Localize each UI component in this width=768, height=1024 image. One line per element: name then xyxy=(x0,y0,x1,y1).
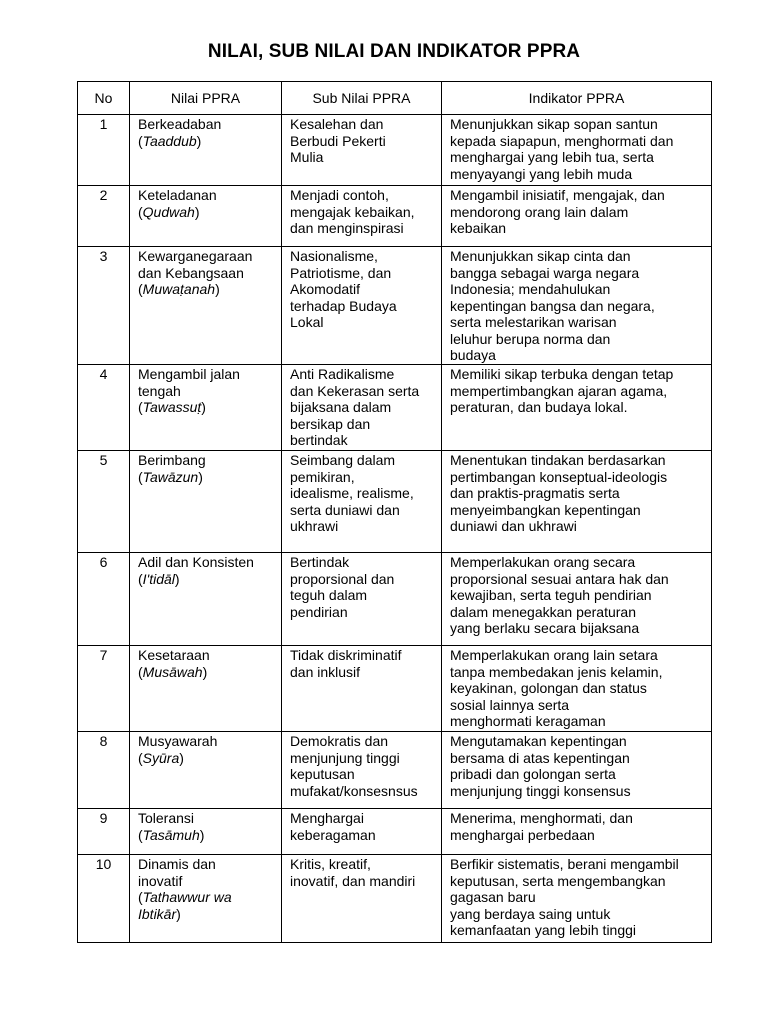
table-row xyxy=(78,247,712,365)
cell-indikator-line: yang berdaya saing untuk xyxy=(450,905,611,922)
cell-indikator xyxy=(442,115,712,186)
cell-sub-nilai-line: Lokal xyxy=(290,314,324,330)
cell-nilai xyxy=(130,365,282,451)
cell-nilai xyxy=(130,186,282,247)
cell-sub-nilai xyxy=(282,451,442,553)
paren-open: ( xyxy=(138,132,143,149)
cell-sub-nilai-line: inovatif, dan mandiri xyxy=(290,872,416,889)
arabic-term: Tawassuṭ xyxy=(142,399,202,415)
cell-sub-nilai-line: menjunjung tinggi xyxy=(290,749,400,766)
cell-sub-nilai-line: keputusan xyxy=(290,766,355,782)
cell-nilai xyxy=(130,247,282,365)
cell-nilai-arabic-term xyxy=(138,889,275,906)
cell-sub-nilai-line: terhadap Budaya xyxy=(290,297,397,314)
cell-sub-nilai-line: Akomodatif xyxy=(290,281,361,297)
paren-open: ( xyxy=(138,399,143,415)
cell-sub-nilai-line: mufakat/konsesnsus xyxy=(290,782,418,799)
paren-open: ( xyxy=(138,281,143,297)
paren-open: ( xyxy=(138,889,143,905)
paren-open: ( xyxy=(138,570,143,587)
cell-sub-nilai-line: Menjadi contoh, xyxy=(290,187,389,203)
table-row xyxy=(78,186,712,247)
cell-no: 8 xyxy=(78,732,130,809)
paren-close: ) xyxy=(201,399,206,415)
cell-sub-nilai-line: pendirian xyxy=(290,603,348,620)
cell-indikator-line: mendorong orang lain dalam xyxy=(450,203,629,220)
paren-open: ( xyxy=(138,826,143,843)
cell-nilai-arabic-term xyxy=(138,399,275,416)
cell-sub-nilai-line: Bertindak xyxy=(290,554,350,570)
arabic-term: Qudwah xyxy=(142,203,195,220)
header-sub-nilai: Sub Nilai PPRA xyxy=(282,82,442,115)
cell-sub-nilai-line: dan inklusif xyxy=(290,663,361,680)
cell-indikator-line: kewajiban, serta teguh pendirian xyxy=(450,587,652,603)
cell-sub-nilai-line: teguh dalam xyxy=(290,587,368,603)
cell-sub-nilai-line: proporsional dan xyxy=(290,570,395,587)
cell-nilai-line: Kesetaraan xyxy=(138,647,210,663)
cell-nilai-line: Berimbang xyxy=(138,452,206,468)
cell-indikator-line: menghargai yang lebih tua, serta xyxy=(450,149,654,165)
cell-indikator-line: Menerima, menghormati, dan xyxy=(450,810,633,826)
cell-indikator-line: Menunjukkan sikap sopan santun xyxy=(450,116,658,132)
cell-indikator-line: Memperlakukan orang lain setara xyxy=(450,647,658,663)
ppra-table xyxy=(77,81,712,943)
table-row xyxy=(78,365,712,451)
cell-nilai-line: dan Kebangsaan xyxy=(138,264,244,281)
cell-indikator-line: budaya xyxy=(450,347,496,363)
cell-sub-nilai xyxy=(282,186,442,247)
cell-indikator-line: keputusan, serta mengembangkan xyxy=(450,872,666,889)
cell-no: 2 xyxy=(78,186,130,247)
cell-sub-nilai-line: Patriotisme, dan xyxy=(290,264,392,281)
cell-indikator-line: Menunjukkan sikap cinta dan xyxy=(450,248,631,264)
cell-nilai-line: Keteladanan xyxy=(138,187,217,203)
cell-sub-nilai xyxy=(282,365,442,451)
cell-indikator xyxy=(442,732,712,809)
cell-sub-nilai xyxy=(282,855,442,943)
cell-indikator-line: keyakinan, golongan dan status xyxy=(450,680,647,696)
table-row xyxy=(78,115,712,186)
cell-indikator-line: menyayangi yang lebih muda xyxy=(450,165,633,182)
cell-indikator-line: pertimbangan konseptual-ideologis xyxy=(450,468,668,485)
cell-indikator-line: menghargai perbedaan xyxy=(450,826,595,843)
cell-no: 5 xyxy=(78,451,130,553)
cell-no: 9 xyxy=(78,809,130,855)
cell-no: 6 xyxy=(78,553,130,646)
cell-indikator-line: Memperlakukan orang secara xyxy=(450,554,636,570)
cell-sub-nilai-line: idealisme, realisme, xyxy=(290,485,414,501)
cell-indikator-line: leluhur berupa norma dan xyxy=(450,330,611,347)
cell-nilai xyxy=(130,553,282,646)
cell-indikator-line: bangga sebagai warga negara xyxy=(450,264,640,281)
cell-indikator-line: mempertimbangkan ajaran agama, xyxy=(450,382,668,399)
cell-indikator xyxy=(442,451,712,553)
cell-indikator-line: dalam menegakkan peraturan xyxy=(450,603,637,620)
cell-indikator-line: Berfikir sistematis, berani mengambil xyxy=(450,856,679,872)
table-row xyxy=(78,646,712,732)
cell-indikator xyxy=(442,186,712,247)
cell-indikator-line: yang berlaku secara bijaksana xyxy=(450,620,640,636)
cell-indikator-line: pribadi dan golongan serta xyxy=(450,766,616,782)
cell-indikator-line: Menentukan tindakan berdasarkan xyxy=(450,452,666,468)
cell-sub-nilai-line: serta duniawi dan xyxy=(290,501,400,518)
cell-nilai-arabic-term xyxy=(138,281,275,298)
cell-indikator-line: proporsional sesuai antara hak dan xyxy=(450,570,669,587)
cell-nilai-arabic-term xyxy=(138,133,275,150)
cell-indikator-line: serta melestarikan warisan xyxy=(450,314,617,330)
cell-nilai xyxy=(130,732,282,809)
cell-indikator-line: kepada siapapun, menghormati dan xyxy=(450,132,674,149)
cell-sub-nilai-line: pemikiran, xyxy=(290,468,355,485)
table-row xyxy=(78,855,712,943)
cell-nilai xyxy=(130,646,282,732)
cell-sub-nilai xyxy=(282,809,442,855)
cell-sub-nilai-line: Berbudi Pekerti xyxy=(290,132,386,149)
cell-sub-nilai-line: Nasionalisme, xyxy=(290,248,378,264)
cell-indikator xyxy=(442,553,712,646)
cell-nilai-line: Toleransi xyxy=(138,810,195,826)
cell-nilai-line: Mengambil jalan xyxy=(138,366,240,382)
cell-indikator-line: menghormati keragaman xyxy=(450,713,606,729)
cell-nilai-line: tengah xyxy=(138,382,181,399)
cell-sub-nilai xyxy=(282,732,442,809)
paren-close: ) xyxy=(198,468,203,485)
table-row xyxy=(78,553,712,646)
cell-indikator xyxy=(442,646,712,732)
cell-nilai xyxy=(130,809,282,855)
cell-sub-nilai-line: Demokratis dan xyxy=(290,733,389,749)
cell-indikator-line: Memiliki sikap terbuka dengan tetap xyxy=(450,366,674,382)
cell-sub-nilai-line: Mulia xyxy=(290,149,324,165)
arabic-term: Taaddub xyxy=(142,132,197,149)
cell-sub-nilai-line: mengajak kebaikan, xyxy=(290,203,415,220)
cell-nilai-line: Adil dan Konsisten xyxy=(138,554,254,570)
cell-sub-nilai-line: Menghargai xyxy=(290,810,364,826)
paren-open: ( xyxy=(138,203,143,220)
cell-sub-nilai-line: bijaksana dalam xyxy=(290,399,392,415)
table-body xyxy=(78,115,712,943)
cell-sub-nilai xyxy=(282,646,442,732)
cell-nilai-line: Dinamis dan xyxy=(138,856,216,872)
arabic-term: Musāwah xyxy=(142,663,203,680)
cell-sub-nilai-line: ukhrawi xyxy=(290,518,339,534)
cell-no: 3 xyxy=(78,247,130,365)
cell-indikator xyxy=(442,809,712,855)
cell-sub-nilai xyxy=(282,115,442,186)
cell-nilai xyxy=(130,115,282,186)
arabic-term: Tasāmuh xyxy=(142,826,200,843)
cell-nilai-arabic-term xyxy=(138,204,275,221)
cell-indikator-line: Mengambil inisiatif, mengajak, dan xyxy=(450,187,665,203)
arabic-term: Ibtikār xyxy=(138,905,177,922)
cell-nilai-arabic-term xyxy=(138,664,275,681)
cell-sub-nilai xyxy=(282,553,442,646)
paren-close: ) xyxy=(202,663,208,680)
cell-indikator-line: bersama di atas kepentingan xyxy=(450,749,630,766)
cell-nilai-arabic-term xyxy=(138,469,275,486)
cell-nilai-line: inovatif xyxy=(138,872,183,889)
cell-no: 10 xyxy=(78,855,130,943)
cell-sub-nilai-line: keberagaman xyxy=(290,826,376,843)
arabic-term: Tathawwur wa xyxy=(142,889,232,905)
paren-open: ( xyxy=(138,663,143,680)
cell-indikator-line: kebaikan xyxy=(450,220,507,236)
cell-no: 1 xyxy=(78,115,130,186)
cell-nilai-line: Berkeadaban xyxy=(138,116,222,132)
cell-indikator-line: menjunjung tinggi konsensus xyxy=(450,782,631,799)
table-header-row xyxy=(78,82,712,115)
header-nilai: Nilai PPRA xyxy=(130,82,282,115)
cell-sub-nilai-line: Seimbang dalam xyxy=(290,452,396,468)
paren-close: ) xyxy=(174,570,180,587)
paren-open: ( xyxy=(138,468,143,485)
header-no: No xyxy=(78,82,130,115)
paren-close: ) xyxy=(194,203,200,220)
arabic-term: Syūra xyxy=(142,749,180,766)
arabic-term: I'tidāl xyxy=(142,570,175,587)
cell-indikator-line: Mengutamakan kepentingan xyxy=(450,733,627,749)
cell-sub-nilai-line: bertindak xyxy=(290,432,348,448)
cell-sub-nilai-line: dan menginspirasi xyxy=(290,220,404,236)
arabic-term: Muwaṭanah xyxy=(142,281,216,297)
table-row xyxy=(78,732,712,809)
cell-nilai-arabic-term xyxy=(138,827,275,844)
cell-sub-nilai-line: Anti Radikalisme xyxy=(290,366,395,382)
paren-open: ( xyxy=(138,749,143,766)
cell-indikator-line: kemanfaatan yang lebih tinggi xyxy=(450,922,637,938)
arabic-term: Tawāzun xyxy=(142,468,199,485)
cell-indikator-line: kepentingan bangsa dan negara, xyxy=(450,297,655,314)
header-indikator: Indikator PPRA xyxy=(442,82,712,115)
cell-sub-nilai-line: dan Kekerasan serta xyxy=(290,382,420,399)
cell-no: 7 xyxy=(78,646,130,732)
cell-indikator-line: menyeimbangkan kepentingan xyxy=(450,501,641,518)
paren-close: ) xyxy=(179,749,184,766)
cell-indikator-line: dan praktis-pragmatis serta xyxy=(450,485,620,501)
table-row xyxy=(78,451,712,553)
cell-sub-nilai-line: Tidak diskriminatif xyxy=(290,647,402,663)
paren-close: ) xyxy=(176,905,181,922)
cell-nilai xyxy=(130,451,282,553)
cell-sub-nilai xyxy=(282,247,442,365)
cell-indikator xyxy=(442,855,712,943)
cell-no: 4 xyxy=(78,365,130,451)
cell-sub-nilai-line: bersikap dan xyxy=(290,415,371,432)
cell-indikator-line: peraturan, dan budaya lokal. xyxy=(450,399,628,415)
cell-indikator-line: sosial lainnya serta xyxy=(450,696,570,713)
cell-indikator xyxy=(442,365,712,451)
cell-indikator-line: gagasan baru xyxy=(450,889,536,905)
cell-indikator-line: tanpa membedakan jenis kelamin, xyxy=(450,663,663,680)
page-title: NILAI, SUB NILAI DAN INDIKATOR PPRA xyxy=(207,41,581,62)
cell-nilai xyxy=(130,855,282,943)
cell-nilai-arabic-term xyxy=(138,750,275,767)
cell-nilai-arabic-term xyxy=(138,571,275,588)
cell-nilai-line: Kewarganegaraan xyxy=(138,248,253,264)
cell-indikator-line: Indonesia; mendahulukan xyxy=(450,281,611,297)
cell-indikator-line: duniawi dan ukhrawi xyxy=(450,518,577,534)
cell-indikator xyxy=(442,247,712,365)
cell-sub-nilai-line: Kritis, kreatif, xyxy=(290,856,371,872)
paren-close: ) xyxy=(215,281,220,297)
paren-close: ) xyxy=(199,826,205,843)
cell-nilai-line: Musyawarah xyxy=(138,733,218,749)
paren-close: ) xyxy=(196,132,202,149)
cell-sub-nilai-line: Kesalehan dan xyxy=(290,116,384,132)
table-row xyxy=(78,809,712,855)
cell-nilai-arabic-term xyxy=(138,906,275,923)
